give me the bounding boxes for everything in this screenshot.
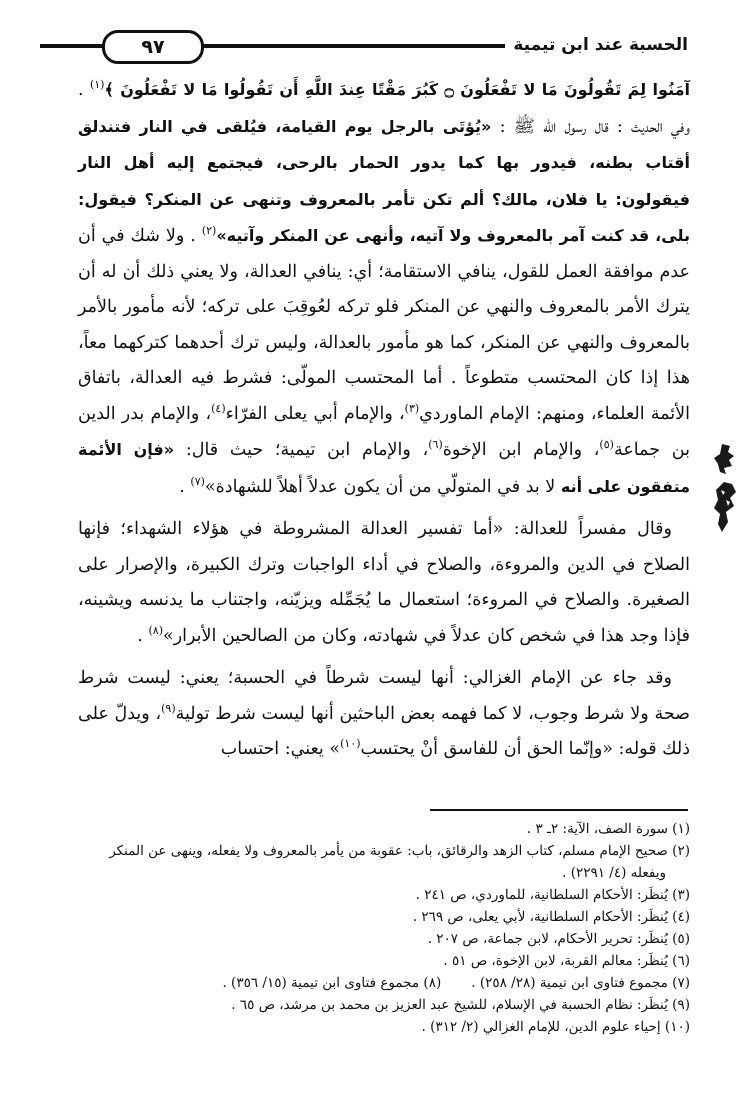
footnotes xyxy=(78,818,690,1038)
hadith-quote: «يُؤتَى بالرجل يوم القيامة، فيُلقى في النار فتندلق أقتاب بطنه، فيدور بها كما يدور الحمار بالرحى، فيجتمع إليه أهل النار فيقولون: يا فلان، مالك؟ ألم تكن تأمر بالمعروف وتنهى عن المنكر؟ فيقول: بلى، قد كنت آمر بالمعروف ولا آتيه، وأنهى عن المنكر وآتيه» xyxy=(78,116,690,245)
paragraph-text: . وفي الحديث : قال رسول الله ﷺ : xyxy=(78,80,690,137)
footnote-ref-9: (٩) xyxy=(161,701,176,715)
paragraph-text: . ولا شك في أن عدم موافقة العمل للقول، ينافي الاستقامة؛ أي: ينافي العدالة، ولا يعني ذلك أن له أن يترك الأمر بالمعروف والنهي عن المنكر فلو تركه لعُوقِبَ على تركه؛ لأنه مأمور بالأمر بالمعروف والنهي عن المنكر، كما هو مأمور بالعدالة، وليس ترك أحدهما كتركهما معاً، هذا إذا كان المحتسب متطوعاً . أما المحتسب المولّى: فشرط فيه العدالة، باتفاق الأئمة العلماء، ومنهم: الإمام الماوردي xyxy=(78,226,690,424)
paragraph-text: ، والإمام ابن الإخوة xyxy=(442,440,600,460)
footnote-ref-6: (٦) xyxy=(428,438,443,452)
running-title: الحسبة عند ابن تيمية xyxy=(505,33,688,57)
paragraph-text: ، والإمام أبي يعلى الفرّاء xyxy=(225,403,405,424)
footnote-ref-3: (٣) xyxy=(404,401,420,415)
footnote-ref-8: (٨) xyxy=(148,623,163,637)
footnote-9: (٩) يُنظَر: نظام الحسبة في الإسلام، للشيخ عبد العزيز بن محمد بن مرشد، ص ٦٥ . xyxy=(231,997,690,1013)
ibn-taymiyya-quote: «فإن الأئمة متفقون على أنه xyxy=(78,440,690,496)
footnote-ref-5: (٥) xyxy=(599,438,614,452)
paragraph-text: ، والإمام بدر الدين بن جماعة xyxy=(78,403,690,460)
footnote-pair-7-8 xyxy=(78,972,690,994)
footnote-ref-10: (١٠) xyxy=(340,737,361,751)
footnote-7: (٧) مجموع فتاوى ابن تيمية (٢٨/ ٢٥٨) . xyxy=(471,975,690,991)
paragraph-3 xyxy=(78,661,690,768)
paragraph-text: ، ويدلّ على ذلك قوله: «وإنّما الحق أن للفاسق أنْ يحتسب xyxy=(78,703,690,759)
main-text xyxy=(78,72,690,768)
footnote-3: (٣) يُنظَر: الأحكام السلطانية، للماوردي، ص ٢٤١ . xyxy=(415,887,690,903)
page-header xyxy=(40,30,688,62)
paragraph-text: . xyxy=(179,476,191,497)
paragraph-text: وقال مفسراً للعدالة: «أما تفسير العدالة المشروطة في هؤلاء الشهداء؛ فإنها الصلاح في الدين والمروءة، والصلاح في أداء الواجبات وترك الكبيرة، والإصرار على الصغيرة. والصلاح في المروءة؛ استعمال ما يُجَمِّله ويزيّنه، واجتناب ما يدنسه ويشينه، فإذا وجد هذا في شخص كان عدلاً في شهادته، وكان من الصالحين الأبرار» xyxy=(78,519,690,646)
paragraph-text: ، والإمام ابن تيمية؛ حيث قال: xyxy=(174,440,429,460)
quran-verse-quote: آمَنُوا لِمَ تَقُولُونَ مَا لا تَفْعَلُونَ ۝ كَبُرَ مَقْتًا عِندَ اللَّهِ أَن تَقُولُوا مَا لا تَفْعَلُونَ ﴾ xyxy=(104,80,690,99)
footnote-ref-2: (٢) xyxy=(201,224,217,238)
footnote-8: (٨) مجموع فتاوى ابن تيمية (١٥/ ٣٥٦) . xyxy=(222,975,442,991)
paragraph-text: . xyxy=(137,625,149,646)
footnote-6: (٦) يُنظَر: معالم القربة، لابن الإخوة، ص ٥١ . xyxy=(443,953,690,969)
paragraph-text: » يعني: احتساب xyxy=(220,739,341,759)
paragraph-text: لا بد في المتولّي من أن يكون عدلاً أهلاً للشهادة» xyxy=(204,476,561,497)
footnote-2: (٢) صحيح الإمام مسلم، كتاب الزهد والرقائق، باب: عقوبة من يأمر بالمعروف ولا يفعله، وينهى عن المنكر ويفعله (٤/ ٢٢٩١) . xyxy=(109,843,690,881)
scan-margin-mark xyxy=(712,442,738,534)
paragraph-1 xyxy=(78,72,690,505)
footnote-ref-7: (٧) xyxy=(190,474,205,488)
footnote-1: (١) سورة الصف، الآية: ٢ـ ٣ . xyxy=(526,821,690,837)
footnote-ref-4: (٤) xyxy=(211,401,226,415)
footnote-5: (٥) يُنظَر: تحرير الأحكام، لابن جماعة، ص ٢٠٧ . xyxy=(427,931,690,947)
paragraph-text: وقد جاء عن الإمام الغزالي: أنها ليست شرطاً في الحسبة؛ يعني: ليست شرط صحة ولا شرط وجوب، لا كما فهمه بعض الباحثين أنها ليست شرط تولية xyxy=(78,668,690,724)
footnote-ref-1: (١) xyxy=(89,78,105,92)
footnote-10: (١٠) إحياء علوم الدين، للإمام الغزالي (٢/ ٣١٢) . xyxy=(421,1019,690,1035)
footnote-4: (٤) يُنظَر: الأحكام السلطانية، لأبي يعلى، ص ٢٦٩ . xyxy=(412,909,690,925)
page-number-badge: ٩٧ xyxy=(102,30,204,64)
footnote-separator xyxy=(430,809,688,811)
paragraph-2 xyxy=(78,512,690,654)
